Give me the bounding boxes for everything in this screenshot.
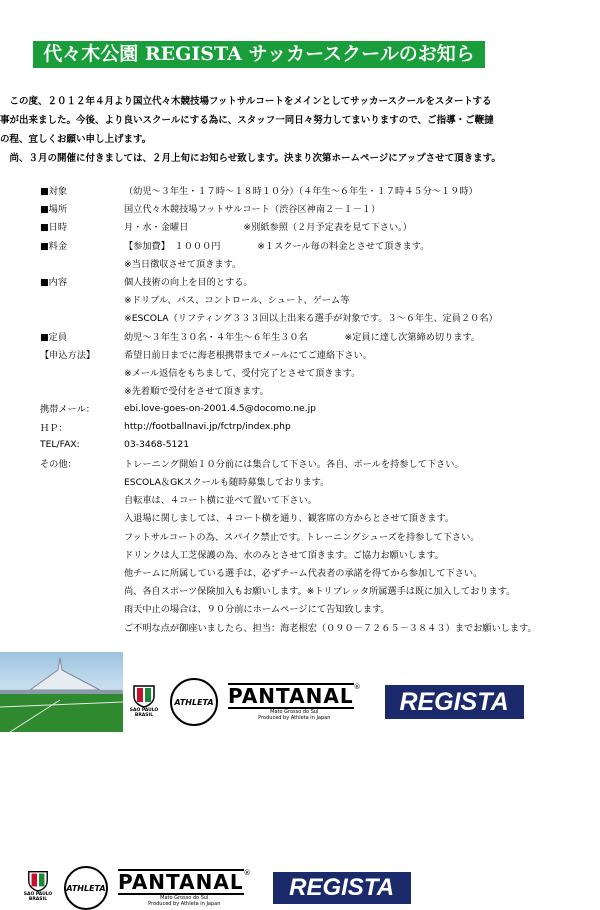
info-value: フットサルコートの為、スパイク禁止です。トレーニングシューズを持参して下さい。 (124, 531, 480, 543)
info-row (40, 563, 560, 581)
info-value: 幼児～３年生３０名・４年生～６年生３０名 ※定員に達し次第締め切ります。 (124, 331, 481, 343)
info-label: 携帯メール： (40, 404, 95, 416)
pantanal-text: PANTANAL (228, 684, 354, 708)
info-value: 尚、各自スポーツ保険加入もお願いします。※トリプレッタ所属選手は既に加入しております。 (124, 586, 516, 598)
info-label: ■日時 (40, 222, 68, 234)
info-label: ■料金 (40, 240, 68, 252)
info-row (40, 327, 560, 345)
athleta-logo (64, 866, 108, 910)
intro-line: 尚、３月の開催に付きましては、２月上旬にお知らせ致します。決まり次第ホームページにアップさせて頂きます。 (0, 153, 501, 164)
info-label: ■対象 (40, 186, 68, 198)
info-value: 03-3468-5121 (124, 439, 190, 451)
info-row (40, 417, 560, 435)
info-row (40, 254, 560, 272)
info-row (40, 199, 560, 217)
intro-line: 事が出来ました。今後、より良いスクールにする為に、スタッフ一同日々努力してまいりますので、ご指導・ご鞭撻 (0, 115, 494, 126)
info-row (40, 472, 560, 490)
info-row (40, 236, 560, 254)
info-value: トレーニング開始１０分前には集合して下さい。各自、ボールを持参して下さい。 (124, 458, 464, 470)
info-value: 自転車は、４コート横に並べて置いて下さい。 (124, 495, 317, 507)
info-row (40, 490, 560, 508)
info-row (40, 345, 560, 363)
info-value: ドリンクは人工芝保護の為、水のみとさせて頂きます。ご協力お願いします。 (124, 549, 444, 561)
pantanal-text: PANTANAL (118, 870, 244, 894)
info-value: 月・水・金曜日 ※別紙参照（２月予定表を見て下さい。） (124, 222, 412, 234)
info-row (40, 527, 560, 545)
info-row (40, 363, 560, 381)
stadium-illustration (0, 652, 123, 732)
info-row (40, 599, 560, 617)
info-value: ※メール返信をもちまして、受付完了とさせて頂きます。 (124, 367, 361, 379)
info-row (40, 308, 560, 326)
pantanal-subtitle-2: Produced by Athleta in Japan (258, 715, 331, 721)
info-label: ■内容 (40, 277, 68, 289)
brasil-text: BRASIL (28, 897, 48, 902)
info-value: ※ドリブル、パス、コントロール、シュート、ゲーム等 (124, 295, 350, 307)
info-value: ESCOLA＆GKスクールも随時募集しております。 (124, 477, 330, 489)
info-label: ＨＰ： (40, 422, 68, 434)
athleta-text: ATHLETA (174, 697, 214, 707)
info-row (40, 399, 560, 417)
sao-paulo-logo (128, 682, 160, 722)
email-link[interactable]: ebi.love-goes-on-2001.4.5@docomo.ne.jp (124, 402, 317, 414)
info-row (40, 290, 560, 308)
info-value: （幼児～３年生・１７時～１８時１０分）（４年生～６年生・１７時４５分～１９時） (124, 186, 478, 198)
info-value: 国立代々木競技場フットサルコート（渋谷区神南２－１－１） (124, 204, 381, 216)
info-value: ※先着順で受付をさせて頂きます。 (124, 386, 269, 398)
info-label: ■場所 (40, 204, 68, 216)
info-label: 【申込方法】 (40, 349, 96, 361)
pantanal-subtitle-2: Produced by Athleta in Japan (148, 901, 221, 907)
athleta-logo (170, 678, 218, 726)
registered-mark: ® (243, 869, 251, 877)
sao-paulo-crest-icon (131, 682, 157, 708)
sao-paulo-text: SAO PAULO (129, 708, 159, 713)
info-label: その他： (40, 458, 77, 470)
info-row (40, 436, 560, 454)
info-label: ■定員 (40, 331, 68, 343)
regista-logo: REGISTA (273, 872, 411, 904)
info-row (40, 508, 560, 526)
info-row (40, 181, 560, 199)
pantanal-logo (118, 869, 251, 907)
info-label: TEL/FAX: (40, 439, 80, 451)
intro-text (0, 92, 540, 168)
info-value: ご不明な点が御座いましたら、担当：海老根宏（０９０－７２６５－３８４３）までお願いします。 (124, 622, 537, 634)
info-value: 個人技術の向上を目的とする。 (124, 277, 253, 289)
info-value: 雨天中止の場合は、９０分前にホームページにて告知致します。 (124, 604, 390, 616)
info-row (40, 454, 560, 472)
athleta-text: ATHLETA (66, 883, 106, 893)
info-row (40, 618, 560, 636)
info-row (40, 545, 560, 563)
sao-paulo-crest-icon (26, 868, 50, 892)
intro-line: の程、宜しくお願い申し上げます。 (0, 134, 152, 145)
sao-paulo-text: SAO PAULO (23, 892, 53, 897)
info-row (40, 272, 560, 290)
info-value: 他チームに所属している選手は、必ずチーム代表者の承諾を得てから参加して下さい。 (124, 568, 483, 580)
info-row (40, 581, 560, 599)
info-row (40, 381, 560, 399)
info-row (40, 217, 560, 235)
info-value: ※当日徴収させて頂きます。 (124, 258, 242, 270)
sponsor-logos-upper (128, 678, 524, 726)
registered-mark: ® (353, 683, 361, 691)
info-value: ※ESCOLA（リフティング３３３回以上出来る選手が対象です。３～６年生、定員２０名） (124, 313, 498, 325)
pantanal-logo (228, 683, 361, 721)
info-value: 【参加費】 １０００円 ※１スクール毎の料金とさせて頂きます。 (124, 240, 430, 252)
sao-paulo-logo (22, 868, 54, 908)
info-value: 希望日前日までに海老根携帯までメールにてご連絡下さい。 (124, 349, 372, 361)
page-title: 代々木公園 REGISTA サッカースクールのお知らせ！ (33, 41, 485, 68)
brasil-text: BRASIL (134, 713, 154, 718)
pantanal-subtitle: Mato Grosso do Sul (270, 709, 319, 715)
regista-logo: REGISTA (385, 685, 524, 719)
sponsor-logos-lower (22, 866, 411, 910)
homepage-link[interactable]: http://footballnavi.jp/fctrp/index.php (124, 421, 291, 433)
info-value: 入退場に関しましては、４コート横を通り、観客席の方からとさせて頂きます。 (124, 513, 455, 525)
pantanal-subtitle: Mato Grosso do Sul (160, 895, 209, 901)
info-table (40, 181, 560, 636)
intro-line: この度、２０１２年４月より国立代々木競技場フットサルコートをメインとしてサッカースクールをスタートする (0, 96, 492, 107)
stadium-photo (0, 652, 123, 732)
